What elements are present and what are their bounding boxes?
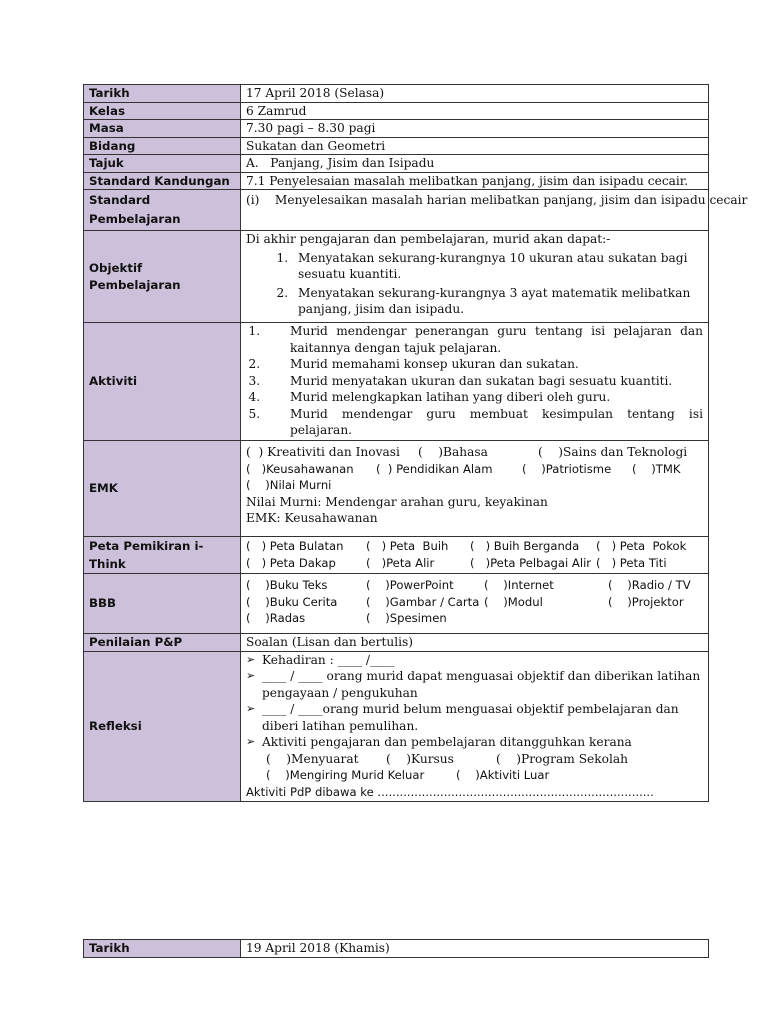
refleksi-opt-aktiviti-luar[interactable]: ( )Aktiviti Luar xyxy=(456,768,550,782)
objektif-item-1: 1. Menyatakan sekurang-kurangnya 10 ukuran atau sukatan bagi sesuatu kuantiti. xyxy=(292,250,703,283)
label-objektif: Objektif Pembelajaran xyxy=(84,231,241,323)
ithink-options-row1 xyxy=(246,538,703,555)
aktiviti-item-4: 4. Murid melengkapkan latihan yang diberi oleh guru. xyxy=(264,389,703,406)
emk-opt-kreativiti[interactable]: ( ) Kreativiti dan Inovasi xyxy=(246,445,400,459)
value-ithink xyxy=(241,537,709,574)
emk-opt-sains[interactable]: ( )Sains dan Teknologi xyxy=(538,445,688,459)
row-ithink xyxy=(84,537,709,574)
aktiviti-item-5: 5. Murid mendengar guru membuat kesimpulan tentang isi pelajaran. xyxy=(264,406,703,439)
value-bidang: Sukatan dan Geometri xyxy=(241,137,709,155)
emk-opt-tmk[interactable]: ( )TMK xyxy=(632,461,681,476)
refleksi-ditangguhkan: ➢ Aktiviti pengajaran dan pembelajaran ditangguhkan kerana xyxy=(246,734,703,751)
emk-opt-nilai-murni[interactable]: ( )Nilai Murni xyxy=(246,478,332,492)
row-masa xyxy=(84,120,709,138)
aktiviti-list xyxy=(246,323,703,439)
row-standard-kandungan xyxy=(84,172,709,190)
bbb-opt-buku-teks[interactable]: ( )Buku Teks xyxy=(246,578,328,592)
row-refleksi xyxy=(84,651,709,801)
refleksi-belum-menguasai: ➢ ____ / ____orang murid belum menguasai objektif pembelajaran dan diberi latihan pemulihan. xyxy=(246,701,703,734)
bbb-options-row3 xyxy=(246,610,703,627)
row-kelas xyxy=(84,102,709,120)
refleksi-footer: Aktiviti PdP dibawa ke ........................................................................... xyxy=(246,784,654,799)
emk-nilai-murni-text: Nilai Murni: Mendengar arahan guru, keyakinan xyxy=(246,494,548,509)
label-standard-pembelajaran: Standard Pembelajaran xyxy=(84,190,241,231)
emk-options-row1 xyxy=(246,444,703,461)
refleksi-options-row2 xyxy=(246,767,703,784)
row-emk xyxy=(84,441,709,537)
ithink-opt-pokok[interactable]: ( ) Peta Pokok xyxy=(596,539,687,553)
row-tajuk xyxy=(84,155,709,173)
value-tarikh: 17 April 2018 (Selasa) xyxy=(241,85,709,103)
refleksi-opt-menyuarat[interactable]: ( )Menyuarat xyxy=(266,751,359,766)
objektif-list xyxy=(246,250,703,318)
label-bidang: Bidang xyxy=(84,137,241,155)
label-refleksi: Refleksi xyxy=(84,651,241,801)
value-emk xyxy=(241,441,709,537)
bbb-opt-spesimen[interactable]: ( )Spesimen xyxy=(366,611,447,625)
row-tarikh xyxy=(84,85,709,103)
row-penilaian xyxy=(84,634,709,652)
aktiviti-item-2: 2. Murid memahami konsep ukuran dan sukatan. xyxy=(264,356,703,373)
value-tarikh-day2: 19 April 2018 (Khamis) xyxy=(241,940,709,958)
objektif-intro: Di akhir pengajaran dan pembelajaran, murid akan dapat:- xyxy=(246,232,611,246)
ithink-opt-buih-berganda[interactable]: ( ) Buih Berganda xyxy=(470,539,580,553)
bbb-opt-internet[interactable]: ( )Internet xyxy=(484,578,554,592)
row-aktiviti xyxy=(84,323,709,441)
label-tajuk: Tajuk xyxy=(84,155,241,173)
value-bbb xyxy=(241,574,709,634)
aktiviti-item-1: 1. Murid mendengar penerangan guru tentang isi pelajaran dan kaitannya dengan tajuk pelajaran. xyxy=(264,323,703,356)
refleksi-kehadiran: ➢ Kehadiran : ____ /____ xyxy=(246,652,703,669)
row-bidang xyxy=(84,137,709,155)
bbb-options-row1 xyxy=(246,577,703,594)
emk-keusahawanan-text: EMK: Keusahawanan xyxy=(246,511,378,525)
value-tajuk: A. Panjang, Jisim dan Isipadu xyxy=(241,155,709,173)
bbb-opt-radas[interactable]: ( )Radas xyxy=(246,611,306,625)
ithink-opt-dakap[interactable]: ( ) Peta Dakap xyxy=(246,555,336,570)
label-tarikh: Tarikh xyxy=(84,85,241,103)
label-penilaian: Penilaian P&P xyxy=(84,634,241,652)
bbb-opt-gambar-carta[interactable]: ( )Gambar / Carta xyxy=(366,594,480,609)
refleksi-menguasai: ➢ ____ / ____ orang murid dapat menguasai objektif dan diberikan latihan pengayaan / pengukuhan xyxy=(246,668,703,701)
bbb-opt-powerpoint[interactable]: ( )PowerPoint xyxy=(366,578,454,592)
refleksi-opt-mengiring[interactable]: ( )Mengiring Murid Keluar xyxy=(266,768,425,782)
bbb-options-row2 xyxy=(246,594,703,611)
value-masa: 7.30 pagi – 8.30 pagi xyxy=(241,120,709,138)
ithink-options-row2 xyxy=(246,555,703,572)
label-aktiviti: Aktiviti xyxy=(84,323,241,441)
label-masa: Masa xyxy=(84,120,241,138)
bbb-opt-buku-cerita[interactable]: ( )Buku Cerita xyxy=(246,594,338,609)
objektif-item-2: 2. Menyatakan sekurang-kurangnya 3 ayat matematik melibatkan panjang, jisim dan isipadu. xyxy=(292,285,703,318)
value-kelas: 6 Zamrud xyxy=(241,102,709,120)
label-ithink: Peta Pemikiran i-Think xyxy=(84,537,241,574)
value-refleksi xyxy=(241,651,709,801)
row-bbb xyxy=(84,574,709,634)
aktiviti-item-3: 3. Murid menyatakan ukuran dan sukatan bagi sesuatu kuantiti. xyxy=(264,373,703,390)
refleksi-opt-kursus[interactable]: ( )Kursus xyxy=(386,751,454,766)
bbb-opt-projektor[interactable]: ( )Projektor xyxy=(608,594,684,609)
value-standard-pembelajaran: (i) Menyelesaikan masalah harian melibatkan panjang, jisim dan isipadu cecair xyxy=(241,190,709,231)
refleksi-list xyxy=(246,652,703,751)
ithink-opt-pelbagai-alir[interactable]: ( )Peta Pelbagai Alir xyxy=(470,555,592,570)
bbb-opt-radio-tv[interactable]: ( )Radio / TV xyxy=(608,578,691,592)
emk-opt-pendidikan-alam[interactable]: ( ) Pendidikan Alam xyxy=(376,461,493,476)
lesson-plan-table-day1 xyxy=(83,84,748,802)
value-aktiviti xyxy=(241,323,709,441)
row-objektif xyxy=(84,231,709,323)
lesson-plan-table-day2 xyxy=(83,939,709,958)
emk-options-row2 xyxy=(246,461,703,478)
value-standard-kandungan: 7.1 Penyelesaian masalah melibatkan panjang, jisim dan isipadu cecair. xyxy=(241,172,709,190)
bbb-opt-modul[interactable]: ( )Modul xyxy=(484,594,543,609)
emk-opt-patriotisme[interactable]: ( )Patriotisme xyxy=(522,461,612,476)
emk-opt-keusahawanan[interactable]: ( )Keusahawanan xyxy=(246,461,354,476)
label-emk: EMK xyxy=(84,441,241,537)
emk-opt-bahasa[interactable]: ( )Bahasa xyxy=(418,445,488,459)
value-penilaian: Soalan (Lisan dan bertulis) xyxy=(241,634,709,652)
label-kelas: Kelas xyxy=(84,102,241,120)
row-tarikh-day2 xyxy=(84,940,709,958)
ithink-opt-bulatan[interactable]: ( ) Peta Bulatan xyxy=(246,539,344,553)
ithink-opt-buih[interactable]: ( ) Peta Buih xyxy=(366,539,449,553)
label-standard-kandungan: Standard Kandungan xyxy=(84,172,241,190)
ithink-opt-alir[interactable]: ( )Peta Alir xyxy=(366,555,435,570)
value-objektif xyxy=(241,231,709,323)
refleksi-options-row1 xyxy=(246,751,703,768)
label-bbb: BBB xyxy=(84,574,241,634)
row-standard-pembelajaran xyxy=(84,190,709,231)
ithink-opt-titi[interactable]: ( ) Peta Titi xyxy=(596,555,667,570)
refleksi-opt-program-sekolah[interactable]: ( )Program Sekolah xyxy=(496,751,628,766)
label-tarikh-day2: Tarikh xyxy=(84,940,241,958)
